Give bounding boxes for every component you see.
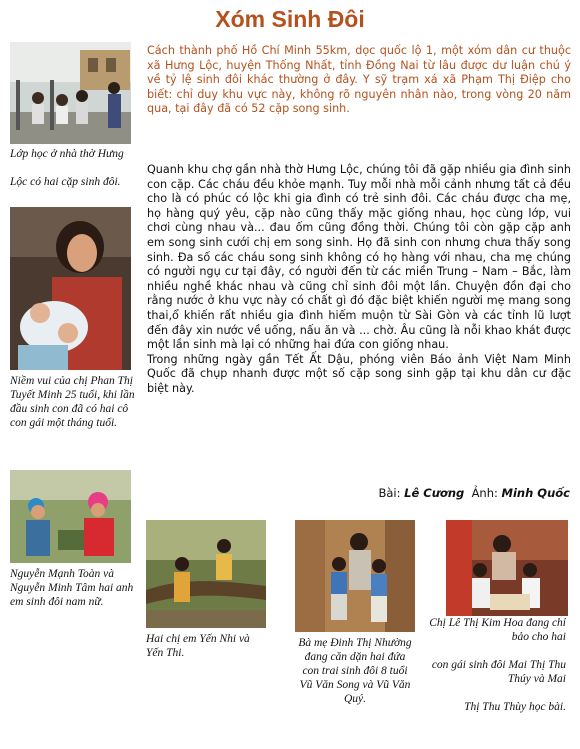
intro-paragraph: Cách thành phố Hồ Chí Minh 55km, dọc quốc lộ 1, một xóm dân cư thuộc xã Hưng Lộc, huyện Thống Nhất, tỉnh Đồng Nai từ lâu được dư luận chú ý về tỷ lệ sinh đôi khác thường ở đây. Y sỹ trạm xá xã Phạm Thị Điệp cho biết: chỉ duy khu vực này, không rõ nguyên nhân nào, trong vòng 20 năm qua, tại đây đã có 52 cặp song sinh. — [147, 44, 571, 116]
photo-mother-twins — [10, 207, 131, 370]
caption-le-thi-kim-hoa — [420, 616, 566, 714]
article-body — [147, 163, 571, 397]
photo-classroom — [10, 42, 131, 144]
caption-classroom-line2: Lộc có hai cặp sinh đôi. — [10, 176, 121, 188]
caption-yen-nhi-yen-thi — [146, 632, 266, 660]
article-title: Xóm Sinh Đôi — [215, 6, 365, 32]
caption-dinh-thi-nhuong-text: Bà mẹ Đinh Thị Nhường đang căn dặn hai đứa con trai sinh đôi 8 tuổi Vũ Văn Song và Vũ Văn Quý. — [298, 637, 412, 705]
caption-mother-twins — [10, 374, 144, 430]
byline-photo-label: Ảnh: — [471, 486, 498, 500]
caption-le-thi-kim-hoa-line1: Chị Lê Thị Kim Hoa đang chỉ bảo cho hai — [429, 617, 566, 643]
caption-classroom — [10, 147, 144, 189]
caption-le-thi-kim-hoa-line2: con gái sinh đôi Mai Thị Thu Thúy và Mai — [431, 659, 566, 685]
dinh-thi-nhuong-image — [295, 520, 415, 632]
byline-author: Lê Cương — [404, 486, 465, 500]
byline-text-label: Bài: — [378, 486, 401, 500]
yen-nhi-yen-thi-image — [146, 520, 266, 628]
byline-photographer: Minh Quốc — [501, 486, 570, 500]
caption-toan-tam — [10, 567, 144, 609]
caption-yen-nhi-yen-thi-text: Hai chị em Yến Nhi và Yến Thi. — [146, 633, 250, 659]
caption-le-thi-kim-hoa-line3: Thị Thu Thùy học bài. — [464, 701, 566, 713]
photo-le-thi-kim-hoa — [446, 520, 568, 616]
body-paragraph-2: Trong những ngày gần Tết Ất Dậu, phóng viên Báo ảnh Việt Nam Minh Quốc đã chụp nhanh được một số cặp song sinh gặp tại khu dân cư đặc biệt này. — [147, 352, 571, 395]
body-paragraph-1: Quanh khu chợ gần nhà thờ Hưng Lộc, chúng tôi đã gặp nhiều gia đình sinh con cặp. Các cháu đều khỏe mạnh. Tuy mỗi nhà mỗi cảnh nhưng tất cả đều cho là có phúc có lộc khi gia đình có trẻ sinh đôi. Các cháu được cha mẹ, họ hàng quý yêu, cặp nào cũng thấy mặc giống nhau, học cùng lớp, vui chơi cùng nhau và... đau ốm cũng đồng thời. Chúng tôi còn gặp cặp anh em song sinh cưới chị em song sinh. Họ đã sinh con nhưng chưa thấy song sinh. Đa số các cháu song sinh không có họ hàng với nhau, cha mẹ chúng có người ngụ cư tại đây, có người đến từ các miền Trung – Nam – Bắc, làm nhiều nghề khác nhau và cũng chỉ sinh đôi một lần. Chuyện đồn đại cho rằng nước ở khu vực này có chất gì đó đặc biệt khiến người mẹ mang song thai,ổ khiến rất nhiều gia đình hiếm muộn từ Sài Gòn và các tỉnh lũ lượt đến đây xin nước về uống, nấu ăn và ... chờ. Âu cũng là nỗi khao khát được một lần sinh mà lại có những hai đứa con giống nhau. — [147, 163, 571, 352]
classroom-image — [10, 42, 131, 144]
caption-dinh-thi-nhuong — [295, 636, 415, 706]
byline — [379, 486, 571, 500]
mother-twins-image — [10, 207, 131, 370]
photo-dinh-thi-nhuong — [295, 520, 415, 632]
toan-tam-image — [10, 470, 131, 563]
photo-toan-tam — [10, 470, 131, 563]
caption-toan-tam-text: Nguyễn Mạnh Toàn và Nguyễn Minh Tâm hai anh em sinh đôi nam nữ. — [10, 568, 134, 608]
photo-yen-nhi-yen-thi — [146, 520, 266, 628]
le-thi-kim-hoa-image — [446, 520, 568, 616]
caption-classroom-line1: Lớp học ở nhà thờ Hưng — [10, 148, 124, 160]
caption-mother-twins-text: Niềm vui của chị Phan Thị Tuyết Minh 25 tuổi, khi lần đầu sinh con đã có hai cô con gái một tháng tuổi. — [10, 375, 135, 429]
